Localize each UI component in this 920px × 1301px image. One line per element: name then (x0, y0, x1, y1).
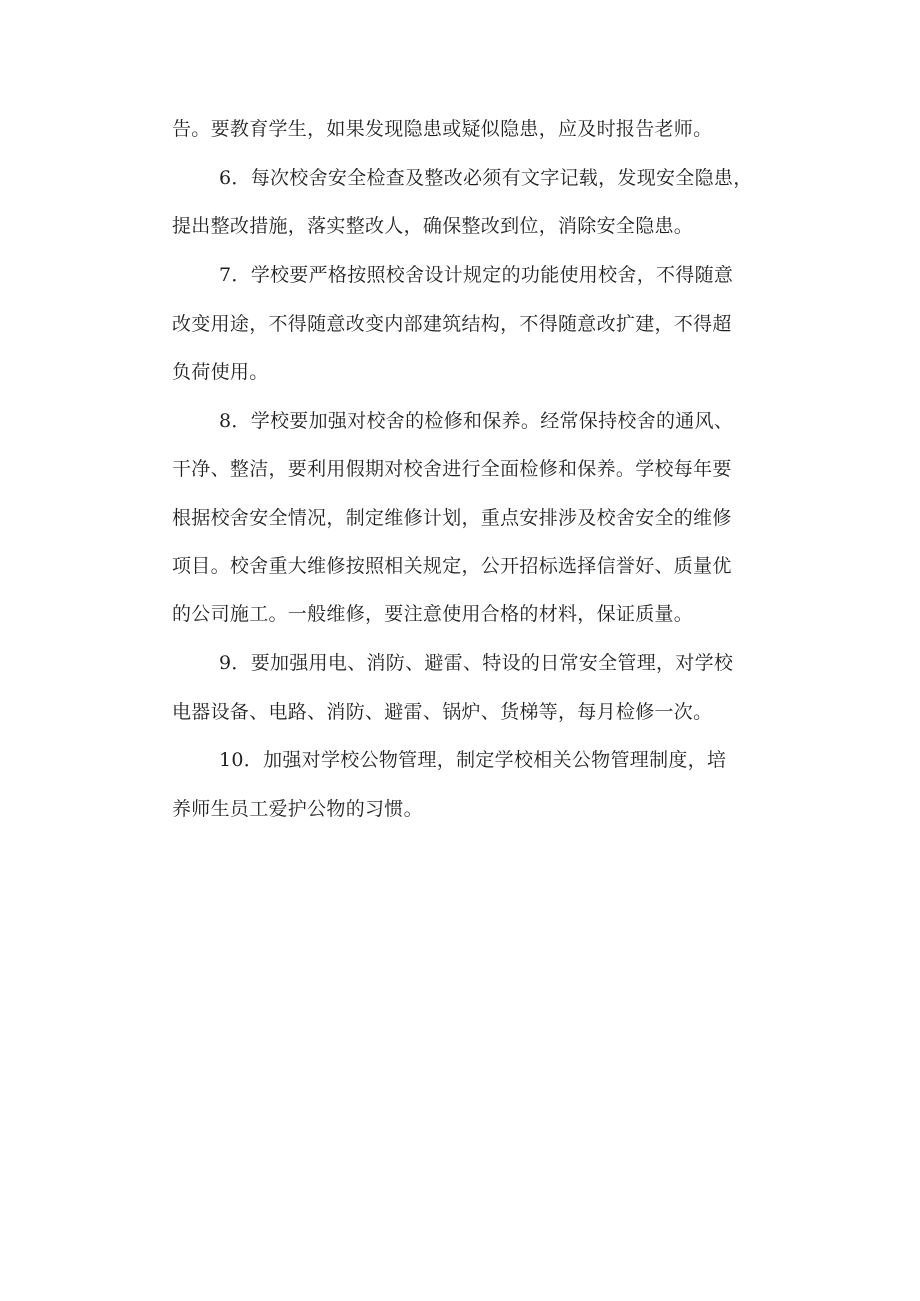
paragraph-line: 7．学校要严格按照校舍设计规定的功能使用校舍，不得随意 (219, 264, 734, 286)
paragraph-line: 项目。校舍重大维修按照相关规定，公开招标选择信誉好、质量优 (172, 555, 732, 577)
paragraph-line: 的公司施工。一般维修，要注意使用合格的材料，保证质量。 (172, 603, 694, 625)
paragraph-line: 10．加强对学校公物管理，制定学校相关公物管理制度，培 (219, 749, 727, 771)
paragraph-line: 电器设备、电路、消防、避雷、锅炉、货梯等，每月检修一次。 (172, 701, 713, 723)
paragraph-line: 提出整改措施，落实整改人，确保整改到位，消除安全隐患。 (172, 215, 694, 237)
paragraph-line: 改变用途，不得随意改变内部建筑结构，不得随意改扩建，不得超 (172, 313, 732, 335)
paragraph-line: 6．每次校舍安全检查及整改必须有文字记载，发现安全隐患， (219, 167, 753, 189)
paragraph-line: 负荷使用。 (172, 361, 269, 383)
paragraph-line: 根据校舍安全情况，制定维修计划，重点安排涉及校舍安全的维修 (172, 507, 732, 529)
paragraph-line: 养师生员工爱护公物的习惯。 (172, 798, 423, 820)
paragraph-line: 8．学校要加强对校舍的检修和保养。经常保持校舍的通风、 (219, 410, 734, 432)
paragraph-line: 干净、整洁，要利用假期对校舍进行全面检修和保养。学校每年要 (172, 458, 732, 480)
paragraph-line: 9．要加强用电、消防、避雷、特设的日常安全管理，对学校 (219, 652, 734, 674)
paragraph-line: 告。要教育学生，如果发现隐患或疑似隐患，应及时报告老师。 (172, 118, 713, 140)
